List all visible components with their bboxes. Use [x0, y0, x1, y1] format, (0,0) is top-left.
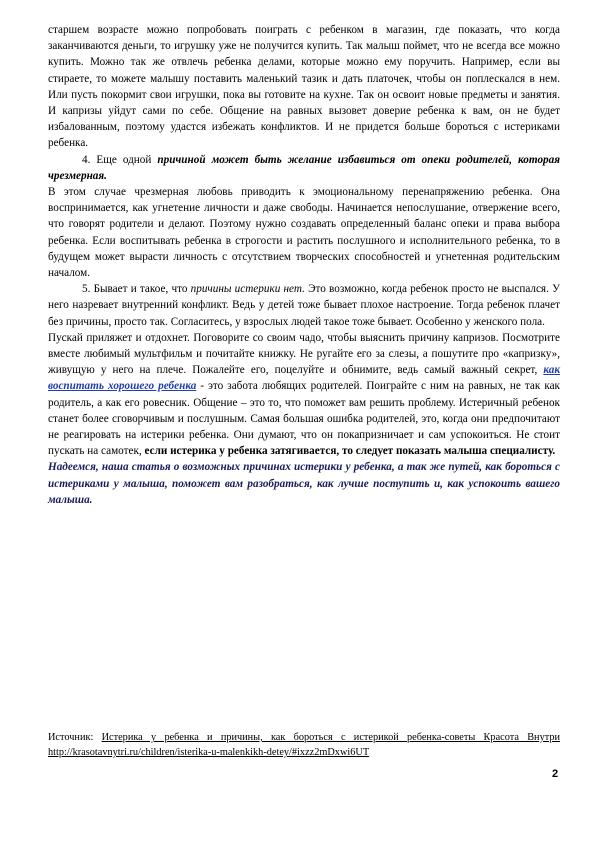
paragraph-overprotection: В этом случае чрезмерная любовь приводить к эмоциональному перенапряжению ребенка. Она воспринимается, как угнетение личности и даже свободы. Начинается непослушание, отвержение всего, что говорят родители и делают. Поэтому нужно создавать определенный баланс опеки и права выбора ребенка. Если воспитывать ребенка в строгости и растить послушного и исполнительного ребенка, то в будущем может вырасти личность с отсутствием творческих способностей и угнетенная родительским началом.	[48, 186, 560, 280]
reason-5-lead: 5. Бывает и такое, что	[82, 283, 191, 296]
source-url-link[interactable]: http://krasotavnytri.ru/children/isterika-u-malenkikh-detey/#ixzz2mDxwi6UT	[48, 747, 370, 758]
source-title-link[interactable]: Истерика у ребенка и причины, как бороться с истерикой ребенка-советы Красота Внутри	[101, 732, 561, 743]
advice-specialist: если истерика у ребенка затягивается, то следует показать малыша специалисту.	[144, 445, 556, 458]
paragraph-reason-4	[48, 152, 560, 184]
closing-paragraph: Надеемся, наша статья о возможных причинах истерики у ребенка, а так же путей, как бороться с истериками у малыша, поможет вам разобраться, как лучше поступить и, как успокоить вашего малыша.	[48, 461, 560, 506]
advice-lead: Пускай приляжет и отдохнет. Поговорите со своим чадо, чтобы выяснить причину капризов. Посмотрите вместе любимый мультфильм и почитайте книжку. Не ругайте его за слезы, а пошутите про «капризку», живущую у него на плече. Пожалейте его, поцелуйте и обнимите, ведь самый важный секрет,	[48, 331, 560, 377]
page-number: 2	[552, 768, 559, 780]
source-label: Источник:	[48, 732, 102, 743]
paragraph-play-store: старшем возрасте можно попробовать поиграть с ребенком в магазин, где показать, что когда заканчиваются деньги, то игрушку уже не получится купить. Так малыш поймет, что не всегда все можно купить. Можно так же отвлечь ребенка делами, которые можно ему поручить. Например, если вы стираете, то можете малышу поставить маленький тазик и дать платочек, чтобы он поплескался в нем. Или пусть покормит свои игрушки, пока вы готовите на кухне. Так он освоит новые предметы и занятия. И капризы уйдут сами по себе. Общение на равных вызовет доверие ребенка к вам, он не будет избалованным, поэтому удастся избежать конфликтов. И не придется больше бороться с истериками ребенка.	[48, 24, 560, 150]
reason-5-rest: Это возможно, когда ребенок просто не выспался. У него назревает внутренний конфликт. Ведь у детей тоже бывает плохое настроение. Тогда ребенок плачет без причины, просто так. Согласитесь, у взрослых людей такое тоже бывает. Особенно у женского пола.	[48, 283, 561, 328]
reason-5-emphasis: причины истерики нет.	[190, 283, 305, 296]
paragraph-rest-advice	[48, 330, 560, 460]
paragraph-reason-5	[48, 281, 560, 330]
reason-4-lead: 4. Еще одной	[82, 153, 158, 166]
advice-middle: - это забота любящих родителей. Поиграйте с ним на равных, не так как родитель, а как его ровесник. Общение – это то, что поможет вам решить проблему. Истеричный ребенок станет более сговорчивым и послушным. Самая большая ошибка родителей, это, когда они предпочитают не реагировать на истерики ребенка. Они думают, что он покапризничает и сам успокоиться. Не стоит пускать на самотек,	[48, 380, 560, 458]
parenting-link[interactable]: как воспитать хорошего ребенка	[48, 364, 560, 393]
source-citation	[48, 730, 560, 760]
article-body	[48, 22, 560, 508]
reason-4-emphasis: причиной может быть желание избавиться от опеки родителей, которая чрезмерная.	[48, 153, 560, 182]
